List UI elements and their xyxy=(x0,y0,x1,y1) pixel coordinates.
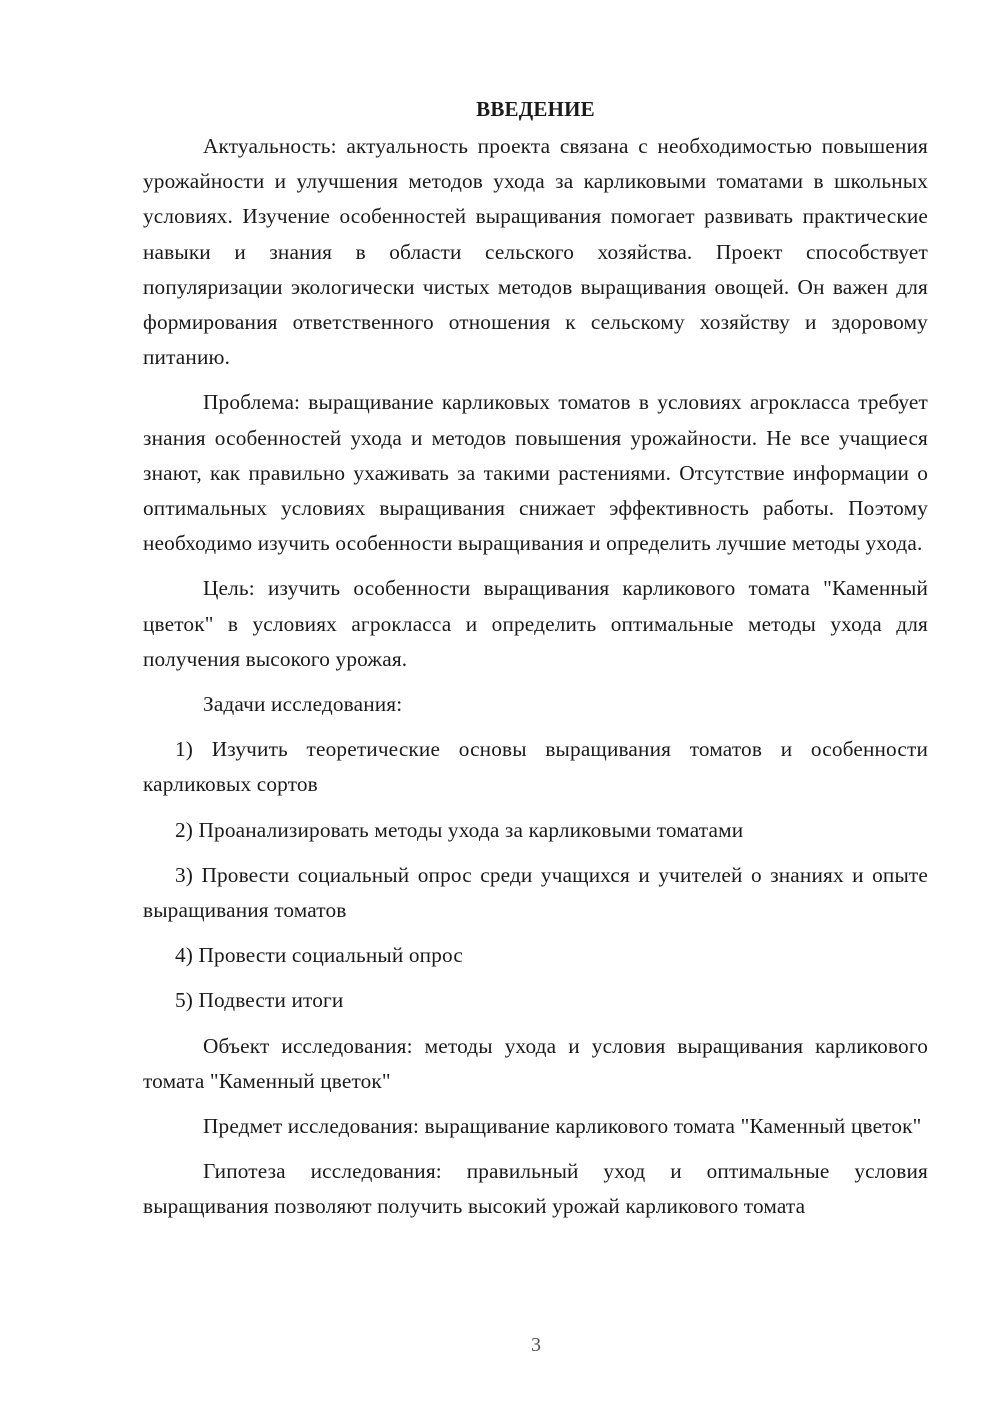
document-page xyxy=(143,92,928,1235)
subject-paragraph: Предмет исследования: выращивание карликового томата "Каменный цветок" xyxy=(203,1114,922,1139)
tasks-title: Задачи исследования: xyxy=(203,692,403,717)
hypothesis-paragraph: Гипотеза исследования: правильный уход и оптимальные условия выращивания позволяют получить высокий урожай карликового томата xyxy=(143,1159,928,1219)
task-item-5: 5) Подвести итоги xyxy=(175,988,344,1013)
problem-paragraph: Проблема: выращивание карликовых томатов в условиях агрокласса требует знания особенностей ухода и методов повышения урожайности. Не все учащиеся знают, как правильно ухаживать за такими растениями. Отсутствие информации о оптимальных условиях выращивания снижает эффективность работы. Поэтому необходимо изучить особенности выращивания и определить лучшие методы ухода. xyxy=(143,390,928,556)
object-paragraph: Объект исследования: методы ухода и условия выращивания карликового томата "Каменный цветок" xyxy=(143,1033,928,1093)
task-item-2: 2) Проанализировать методы ухода за карликовыми томатами xyxy=(175,817,744,842)
task-item-3: 3) Провести социальный опрос среди учащихся и учителей о знаниях и опыте выращивания томатов xyxy=(143,862,928,923)
task-item-4: 4) Провести социальный опрос xyxy=(175,943,463,968)
goal-paragraph: Цель: изучить особенности выращивания карликового томата "Каменный цветок" в условиях агрокласса и определить оптимальные методы ухода для получения высокого урожая. xyxy=(143,576,928,671)
page-number: 3 xyxy=(531,1334,541,1356)
section-heading: ВВЕДЕНИЕ xyxy=(476,97,595,121)
task-item-1: 1) Изучить теоретические основы выращивания томатов и особенности карликовых сортов xyxy=(143,737,928,797)
relevance-paragraph: Актуальность: актуальность проекта связана с необходимостью повышения урожайности и улучшения методов ухода за карликовыми томатами в школьных условиях. Изучение особенностей выращивания помогает развивать практические навыки и знания в области сельского хозяйства. Проект способствует популяризации экологически чистых методов выращивания овощей. Он важен для формирования ответственного отношения к сельскому хозяйству и здоровому питанию. xyxy=(143,134,928,370)
